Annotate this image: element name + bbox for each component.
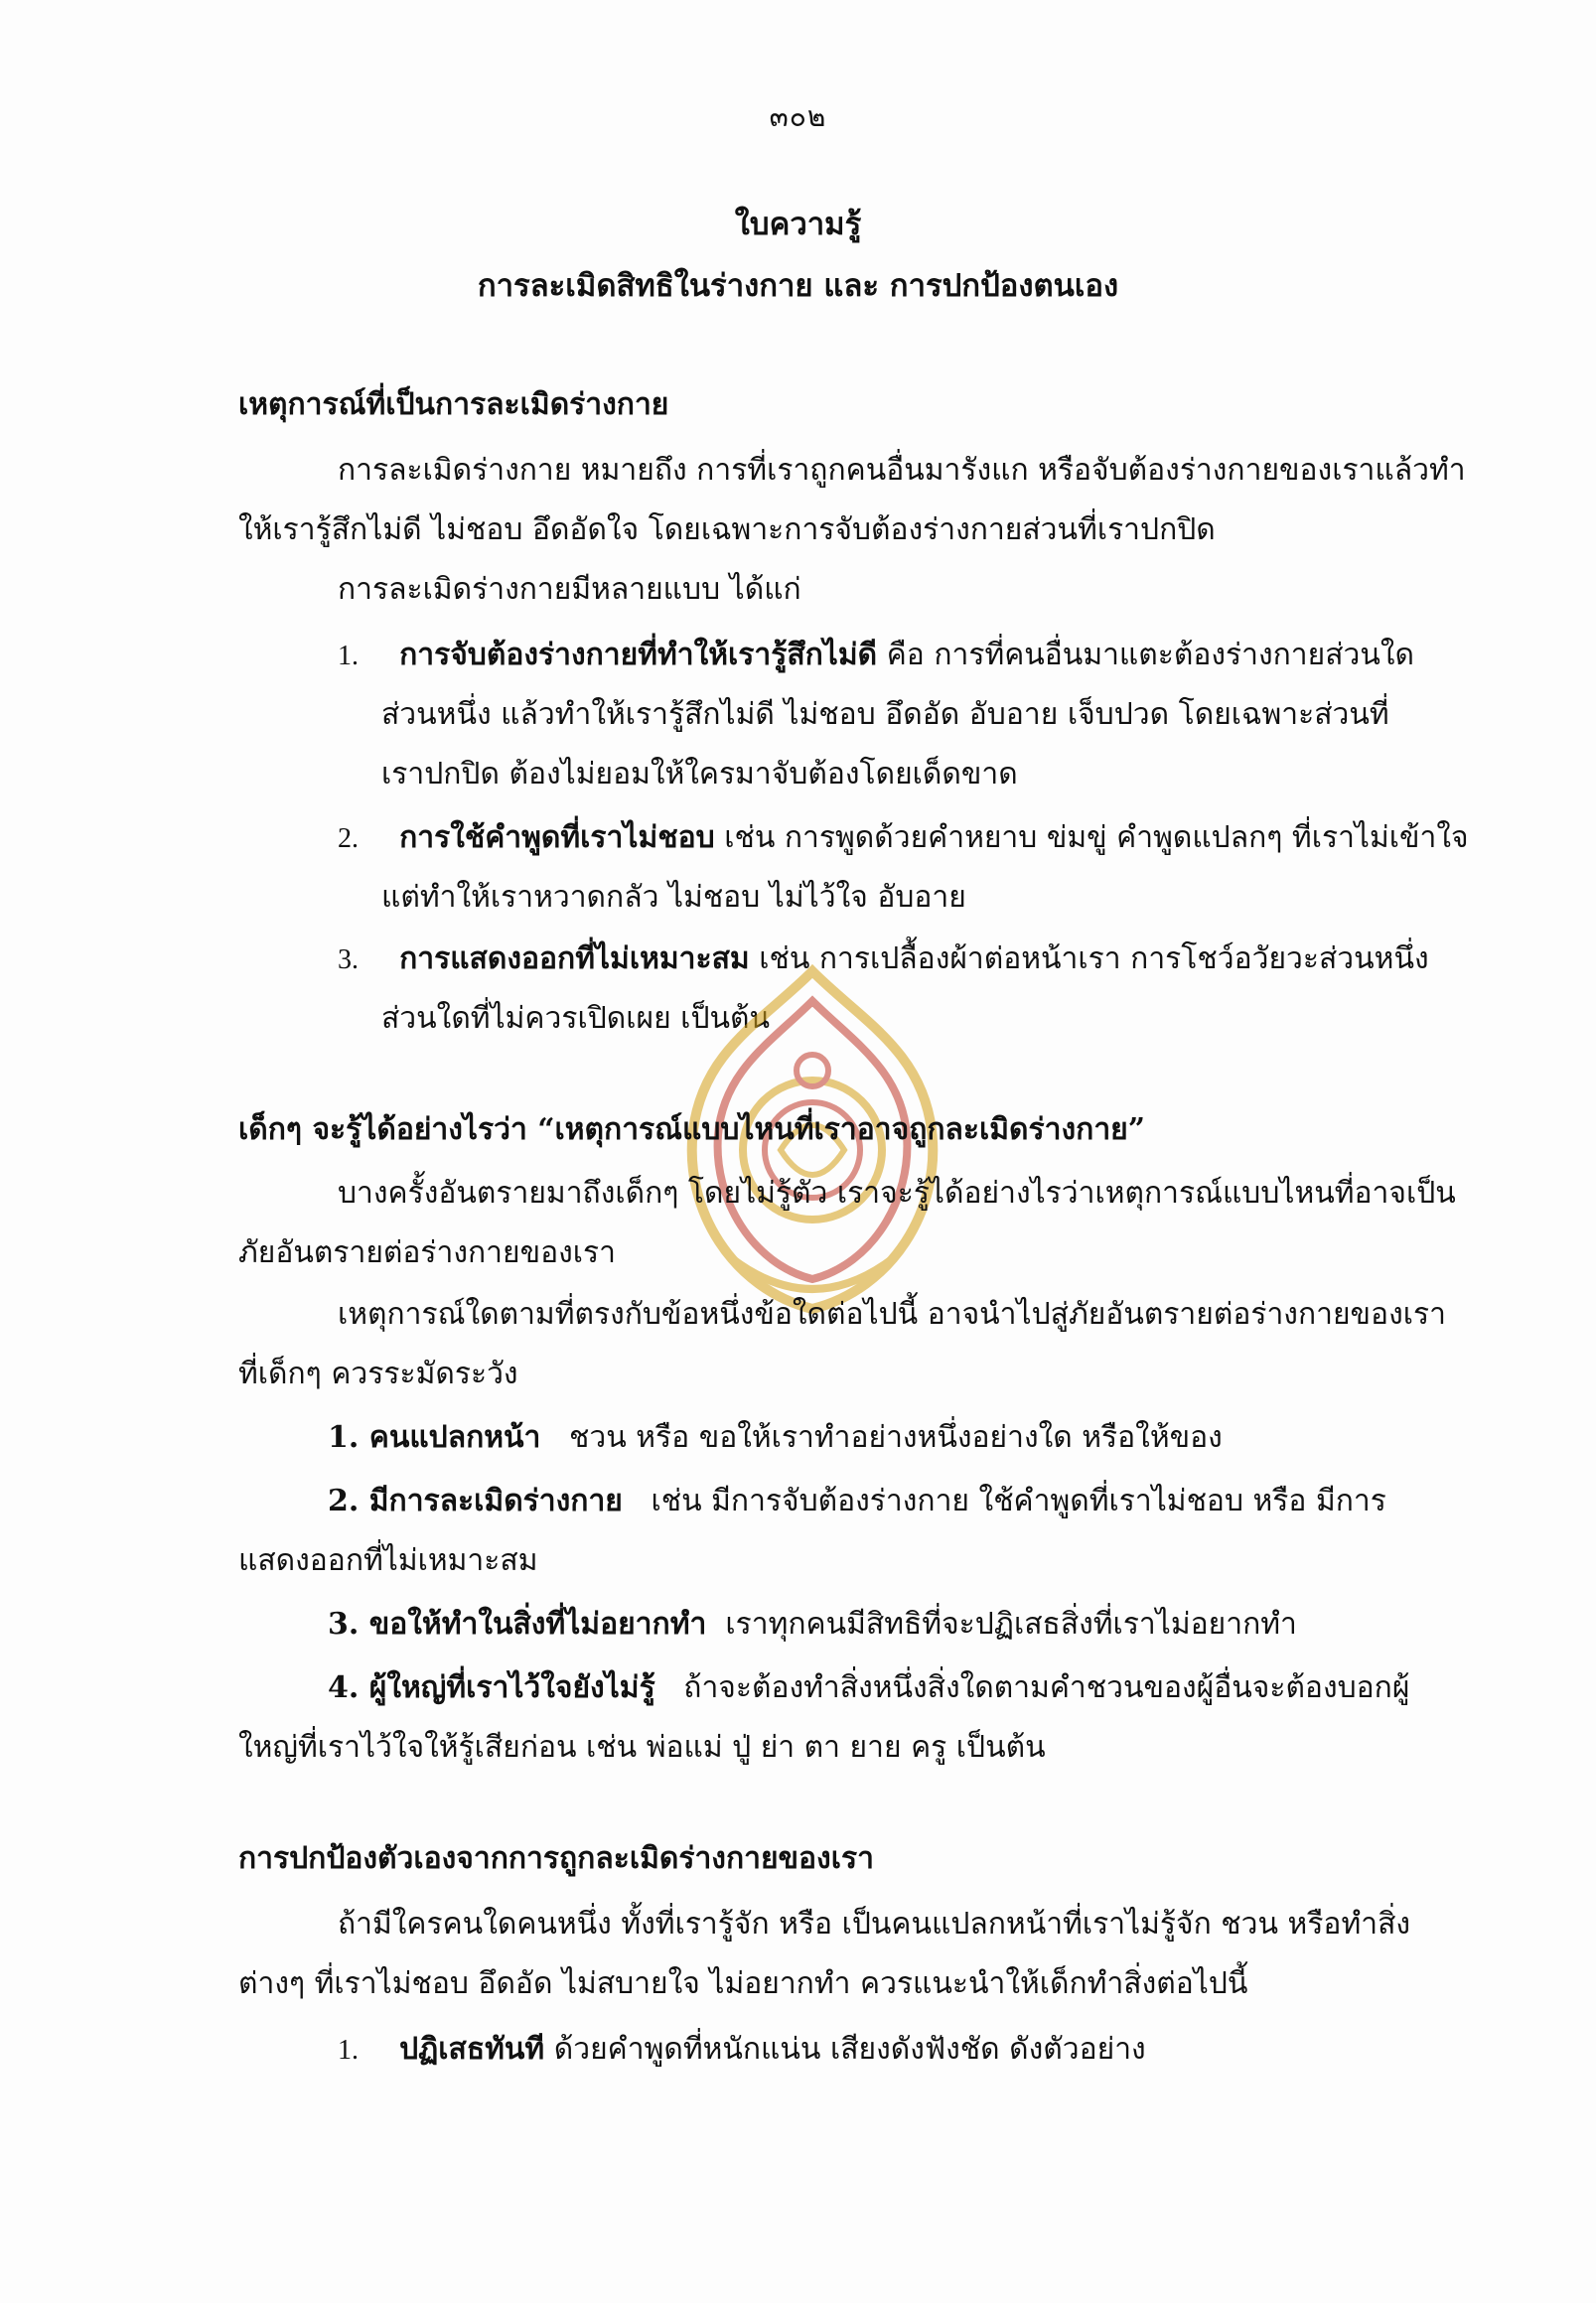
section3-para1-line1: ถ้ามีใครคนใดคนหนึ่ง ทั้งที่เรารู้จัก หรือ เป็นคนแปลกหน้าที่เราไม่รู้จัก ชวน หรือทำสิ่ง: [338, 1907, 1411, 1942]
list-item-bold: 4. ผู้ใหญ่ที่เราไว้ใจยังไม่รู้: [328, 1670, 655, 1705]
section2-para1-line1: บางครั้งอันตรายมาถึงเด็กๆ โดยไม่รู้ตัว เราจะรู้ได้อย่างไรว่าเหตุการณ์แบบไหนที่อาจเป็น: [338, 1176, 1456, 1211]
section2-item1: [328, 1414, 1223, 1461]
list-number: 1.: [338, 641, 359, 671]
section1-item1-line3: เราปกปิด ต้องไม่ยอมให้ใครมาจับต้องโดยเด็ดขาด: [381, 757, 1018, 792]
list-item-bold: 3. ขอให้ทำในสิ่งที่ไม่อยากทำ: [328, 1607, 707, 1642]
section2-para2-line1: เหตุการณ์ใดตามที่ตรงกับข้อหนึ่งข้อใดต่อไปนี้ อาจนำไปสู่ภัยอันตรายต่อร่างกายของเรา: [338, 1297, 1446, 1332]
section1-item2-line1: [338, 814, 1469, 861]
section1-heading: เหตุการณ์ที่เป็นการละเมิดร่างกาย: [238, 387, 669, 422]
list-item-bold: การใช้คำพูดที่เราไม่ชอบ: [399, 820, 715, 855]
list-item-bold: การแสดงออกที่ไม่เหมาะสม: [399, 941, 750, 976]
list-item-text: ชวน หรือ ขอให้เราทำอย่างหนึ่งอย่างใด หรือให้ของ: [540, 1420, 1223, 1455]
section3-para1-line2: ต่างๆ ที่เราไม่ชอบ อึดอัด ไม่สบายใจ ไม่อยากทำ ควรแนะนำให้เด็กทำสิ่งต่อไปนี้: [238, 1966, 1248, 2001]
list-item-bold: 2. มีการละเมิดร่างกาย: [328, 1484, 623, 1518]
section3-heading: การปกป้องตัวเองจากการถูกละเมิดร่างกายของเรา: [238, 1841, 874, 1876]
section1-para1-line2: ให้เรารู้สึกไม่ดี ไม่ชอบ อึดอัดใจ โดยเฉพาะการจับต้องร่างกายส่วนที่เราปกปิด: [238, 512, 1216, 547]
section2-item3: [328, 1601, 1297, 1648]
section2-item2-cont: แสดงออกที่ไม่เหมาะสม: [238, 1543, 538, 1578]
section3-item1: [338, 2026, 1146, 2073]
section2-para1-line2: ภัยอันตรายต่อร่างกายของเรา: [238, 1235, 616, 1270]
section2-para2-line2: ที่เด็กๆ ควรระมัดระวัง: [238, 1357, 518, 1391]
section2-item4: [328, 1664, 1409, 1711]
page-number: ๓๐๒: [769, 100, 827, 133]
list-number: 2.: [338, 823, 359, 854]
list-item-text: เช่น การพูดด้วยคำหยาบ ข่มขู่ คำพูดแปลกๆ ที่เราไม่เข้าใจ: [714, 820, 1469, 855]
list-item-text: ถ้าจะต้องทำสิ่งหนึ่งสิ่งใดตามคำชวนของผู้อื่นจะต้องบอกผู้: [654, 1670, 1410, 1705]
document-title: ใบความรู้: [734, 207, 862, 242]
list-item-text: ด้วยคำพูดที่หนักแน่น เสียงดังฟังชัด ดังตัวอย่าง: [544, 2032, 1146, 2067]
list-number: 1.: [338, 2035, 359, 2066]
section1-para1-line1: การละเมิดร่างกาย หมายถึง การที่เราถูกคนอื่นมารังแก หรือจับต้องร่างกายของเราแล้วทำ: [338, 453, 1466, 488]
list-item-text: คือ การที่คนอื่นมาแตะต้องร่างกายส่วนใด: [877, 638, 1415, 672]
section2-item2: [328, 1478, 1386, 1524]
list-item-bold: ปฏิเสธทันที: [399, 2032, 545, 2067]
section1-item1-line1: [338, 632, 1414, 678]
list-item-bold: 1. คนแปลกหน้า: [328, 1420, 541, 1455]
list-item-text: เช่น การเปลื้องผ้าต่อหน้าเรา การโชว์อวัยวะส่วนหนึ่ง: [749, 941, 1429, 976]
list-number: 3.: [338, 944, 359, 975]
section1-item2-line2: แต่ทำให้เราหวาดกลัว ไม่ชอบ ไม่ไว้ใจ อับอาย: [381, 880, 966, 915]
list-item-bold: การจับต้องร่างกายที่ทำให้เรารู้สึกไม่ดี: [399, 638, 878, 672]
list-item-text: เราทุกคนมีสิทธิที่จะปฏิเสธสิ่งที่เราไม่อยากทำ: [706, 1607, 1297, 1642]
section1-item1-line2: ส่วนหนึ่ง แล้วทำให้เรารู้สึกไม่ดี ไม่ชอบ อึดอัด อับอาย เจ็บปวด โดยเฉพาะส่วนที่: [381, 697, 1389, 732]
section1-para2: การละเมิดร่างกายมีหลายแบบ ได้แก่: [338, 572, 801, 607]
section2-item4-cont: ใหญ่ที่เราไว้ใจให้รู้เสียก่อน เช่น พ่อแม่ ปู่ ย่า ตา ยาย ครู เป็นต้น: [238, 1730, 1046, 1765]
document-subtitle: การละเมิดสิทธิในร่างกาย และ การปกป้องตนเอง: [477, 268, 1119, 304]
list-item-text: เช่น มีการจับต้องร่างกาย ใช้คำพูดที่เราไม่ชอบ หรือ มีการ: [622, 1484, 1386, 1518]
section2-heading: เด็กๆ จะรู้ได้อย่างไรว่า “เหตุการณ์แบบไหนที่เราอาจถูกละเมิดร่างกาย”: [238, 1112, 1145, 1147]
section1-item3-line2: ส่วนใดที่ไม่ควรเปิดเผย เป็นต้น: [381, 1001, 770, 1036]
